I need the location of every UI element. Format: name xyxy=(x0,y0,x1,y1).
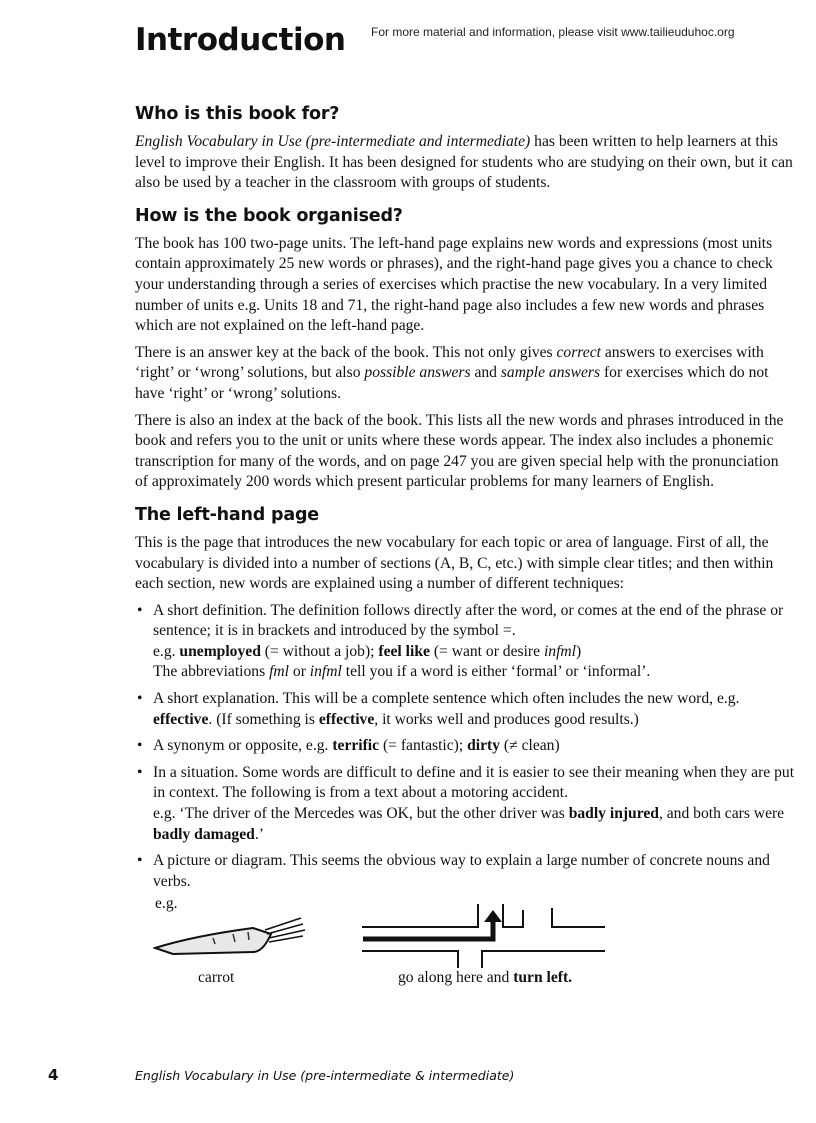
italic-text: infml xyxy=(309,663,342,681)
paragraph xyxy=(135,343,795,405)
example-figure xyxy=(135,895,795,993)
text-run: There is an answer key at the back of the book. This not only gives xyxy=(135,343,557,361)
italic-text: fml xyxy=(269,663,289,681)
list-line xyxy=(153,804,795,845)
page-number: 4 xyxy=(48,1066,59,1084)
bold-term: feel like xyxy=(378,642,430,660)
carrot-illustration xyxy=(153,914,323,964)
section-heading: Who is this book for? xyxy=(135,104,340,124)
list-line xyxy=(153,689,795,730)
technique-list xyxy=(135,601,795,893)
text-run: A short explanation. This will be a complete sentence which often includes the new word, e.g. xyxy=(153,690,740,708)
italic-text: English Vocabulary in Use (pre-intermediate and intermediate) xyxy=(135,133,531,150)
section-heading: The left-hand page xyxy=(135,504,319,525)
list-item xyxy=(135,689,795,730)
list-item xyxy=(135,851,795,892)
text-run: ) xyxy=(576,642,582,660)
text-run: (≠ clean) xyxy=(500,737,560,755)
section xyxy=(135,206,795,493)
text-run: A picture or diagram. This seems the obvious way to explain a large number of concrete nouns and verbs. xyxy=(153,852,770,890)
list-item xyxy=(135,763,795,845)
bold-term: effective xyxy=(318,710,375,728)
italic-text: correct xyxy=(556,343,601,361)
bold-term: terrific xyxy=(332,737,380,755)
list-line xyxy=(153,851,795,892)
text-run: . (If something is xyxy=(208,710,319,728)
carrot-caption: carrot xyxy=(198,969,235,987)
text-run: The book has 100 two-page units. The left-hand page explains new words and expressions (most units contain approximately 25 new words or phrases), and the right-hand page gives you a chance to check your understanding through a series of exercises which practise the new vocabulary. In a very limited number of units e.g. Units 18 and 71, the right-hand page also includes a few new words and phrases which are not explained on the left-hand page. xyxy=(135,234,773,335)
road-diagram-turn-left xyxy=(360,902,620,972)
bold-term: dirty xyxy=(467,737,501,755)
text-run: .’ xyxy=(254,825,264,843)
list-line xyxy=(153,736,795,757)
text-run: , it works well and produces good results.) xyxy=(374,710,639,728)
section xyxy=(135,505,795,994)
list-line xyxy=(153,642,795,663)
section xyxy=(135,104,795,194)
text-run: In a situation. Some words are difficult to define and it is easier to see their meaning when they are put in context. The following is from a text about a motoring accident. xyxy=(153,763,795,802)
paragraph xyxy=(135,132,795,194)
text-run: There is also an index at the back of the book. This lists all the new words and phrases introduced in the book and refers you to the unit or units where these words appear. The index also includes a phonemic transcription for many of the words, and on page 247 you are given special help with the pronunciation of approximately 200 words which present particular problems for many learners of English. xyxy=(135,411,784,491)
eg-label: e.g. xyxy=(155,895,178,913)
paragraph xyxy=(135,234,795,337)
text-run: (= fantastic); xyxy=(379,737,468,755)
text-run: and xyxy=(470,364,501,382)
road-caption-text: go along here and xyxy=(398,969,514,987)
italic-text: infml xyxy=(543,642,576,660)
paragraph xyxy=(135,533,795,595)
text-run: A synonym or opposite, e.g. xyxy=(153,737,333,755)
bold-term: badly damaged xyxy=(153,825,255,843)
text-run: has been written to help learners at this level to improve their English. It has been designed for students who are studying on their own, but it can also be used by a teacher in the classroom with groups of students. xyxy=(135,133,793,192)
text-run: answers to exercises with ‘right’ or ‘wrong’ solutions, but also xyxy=(135,343,764,382)
bold-term: unemployed xyxy=(179,642,261,660)
italic-text: possible answers xyxy=(364,364,471,382)
text-run: for exercises which do not have ‘right’ or ‘wrong’ solutions. xyxy=(135,364,769,402)
text-run: (= want or desire xyxy=(429,642,544,660)
section-heading: How is the book organised? xyxy=(135,205,403,226)
road-caption xyxy=(398,968,572,989)
text-run: or xyxy=(289,663,310,681)
list-line xyxy=(153,601,795,642)
italic-text: sample answers xyxy=(500,364,601,382)
text-run: tell you if a word is either ‘formal’ or ‘informal’. xyxy=(341,663,651,681)
text-run: This is the page that introduces the new vocabulary for each topic or area of language. First of all, the vocabulary is divided into a number of sections (A, B, C, etc.) with simple clear titles; and then within each section, new words are explained using a number of different techniques: xyxy=(135,533,774,593)
text-run: e.g. ‘The driver of the Mercedes was OK, but the other driver was xyxy=(153,805,569,823)
list-line xyxy=(153,763,795,804)
bold-term: turn left. xyxy=(513,969,573,987)
text-run: e.g. xyxy=(153,642,180,660)
text-run: , and both cars were xyxy=(658,805,785,823)
paragraph xyxy=(135,411,795,493)
text-run: (= without a job); xyxy=(260,642,379,660)
text-run: A short definition. The definition follows directly after the word, or comes at the end of the phrase or sentence; it is in brackets and introduced by the symbol =. xyxy=(153,601,784,640)
bold-term: badly injured xyxy=(568,805,659,823)
footer-book-title: English Vocabulary in Use (pre-intermediate & intermediate) xyxy=(135,1068,515,1083)
page-content xyxy=(135,104,795,1005)
website-note: For more material and information, please visit www.tailieuduhoc.org xyxy=(371,25,735,39)
list-item xyxy=(135,601,795,683)
bold-term: effective xyxy=(153,710,209,728)
list-line xyxy=(153,662,795,683)
text-run: The abbreviations xyxy=(153,663,270,681)
page-title: Introduction xyxy=(135,22,346,58)
list-item xyxy=(135,736,795,757)
